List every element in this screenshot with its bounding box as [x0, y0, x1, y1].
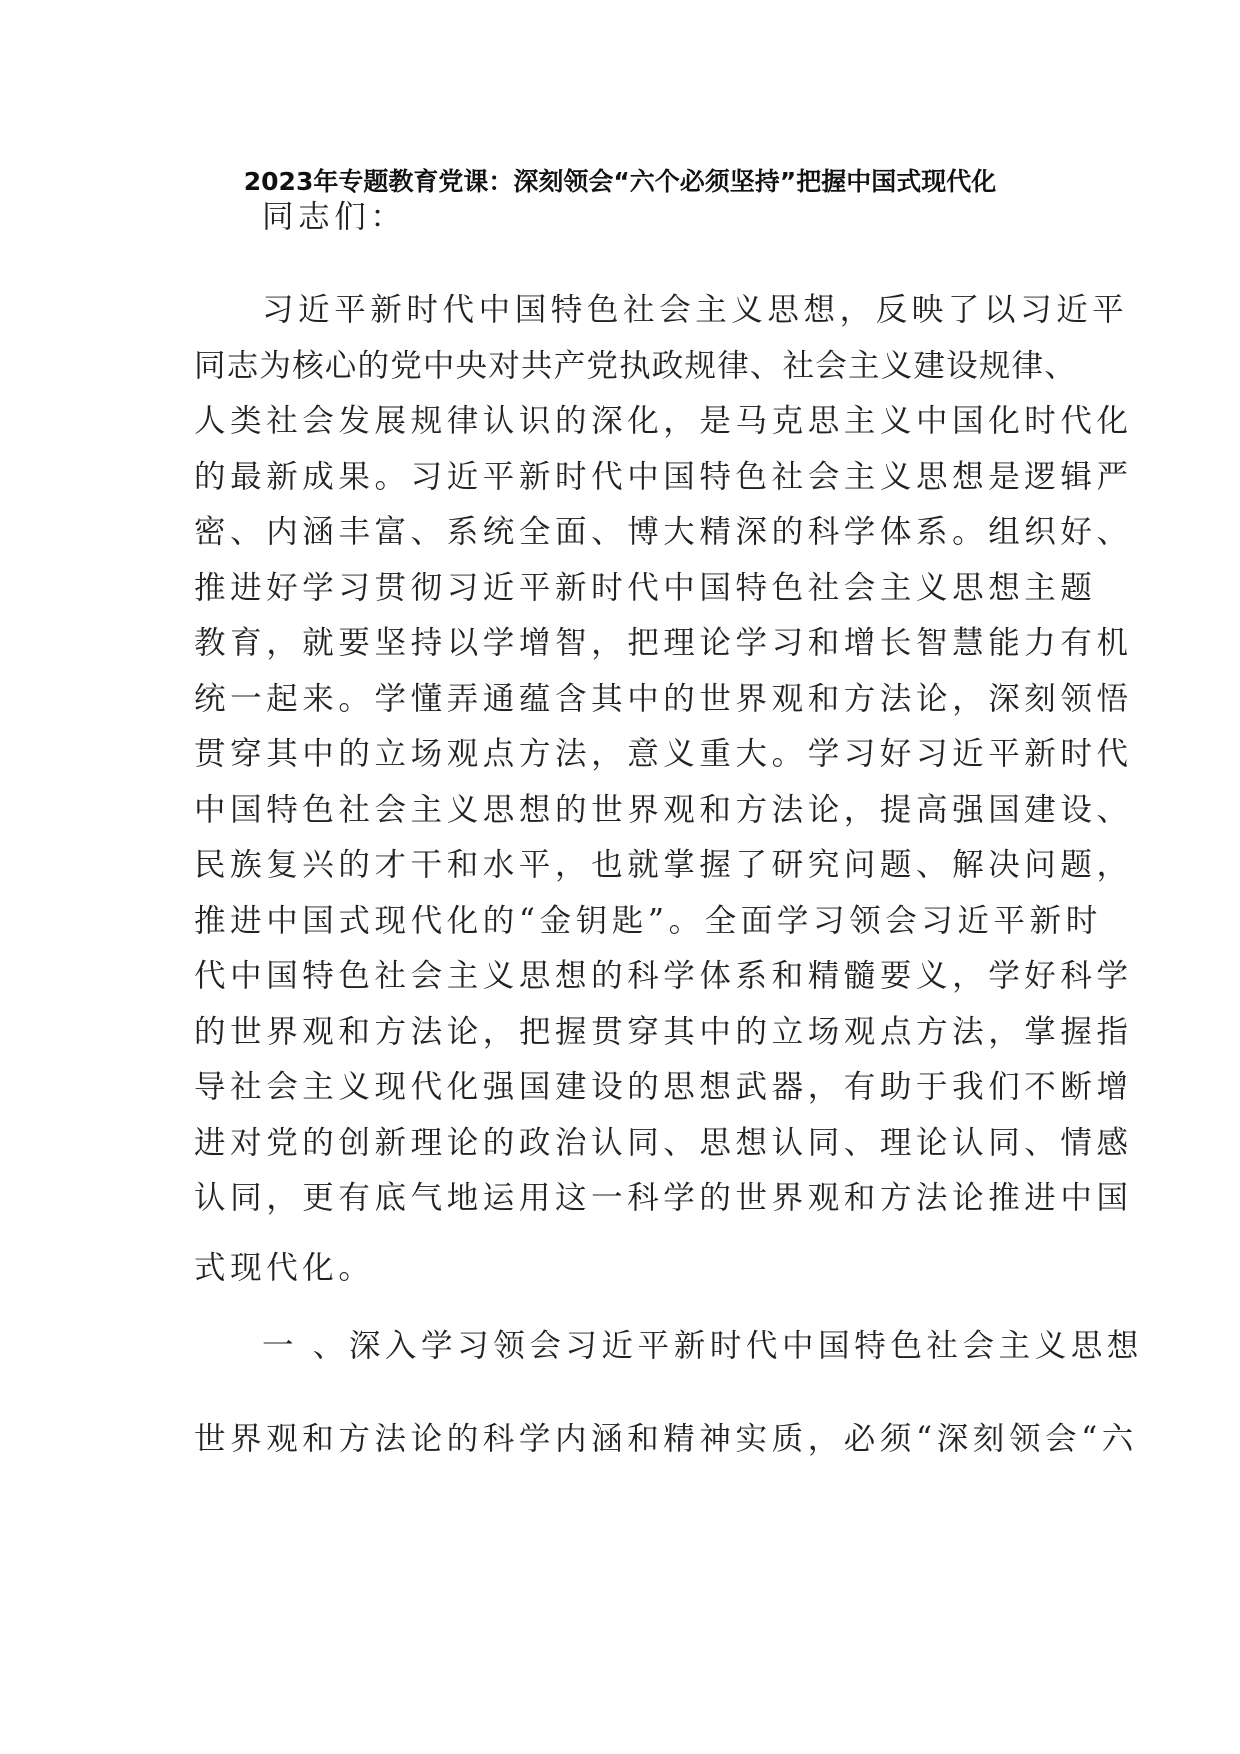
- paragraph-line: 同志为核心的党中央对共产党执政规律、社会主义建设规律、: [194, 347, 1077, 384]
- paragraph-line: 密、内涵丰富、系统全面、博大精深的科学体系。组织好、: [194, 514, 1133, 550]
- paragraph-1-tail: 式现代化。: [194, 1250, 375, 1286]
- paragraph-line: 民族复兴的才干和水平，也就掌握了研究问题、解决问题，: [194, 847, 1133, 883]
- paragraph-line: 推进中国式现代化的“金钥匙”。全面学习领会习近平新时: [194, 902, 1102, 939]
- paragraph-line: 导社会主义现代化强国建设的思想武器，有助于我们不断增: [194, 1069, 1133, 1105]
- paragraph-line: 的世界观和方法论，把握贯穿其中的立场观点方法，掌握指: [194, 1013, 1133, 1050]
- paragraph-line: 教育，就要坚持以学增智，把理论学习和增长智慧能力有机: [194, 625, 1133, 661]
- paragraph-line: 进对党的创新理论的政治认同、思想认同、理论认同、情感: [194, 1124, 1133, 1161]
- paragraph-line: 贯穿其中的立场观点方法，意义重大。学习好习近平新时代: [194, 736, 1133, 772]
- paragraph-line: 中国特色社会主义思想的世界观和方法论，提高强国建设、: [194, 791, 1133, 828]
- paragraph-line: 认同，更有底气地运用这一科学的世界观和方法论推进中国: [194, 1180, 1133, 1216]
- paragraph-line: 代中国特色社会主义思想的科学体系和精髓要义，学好科学: [194, 958, 1133, 994]
- paragraph-1: [194, 283, 1133, 1227]
- paragraph-line: 的最新成果。习近平新时代中国特色社会主义思想是逻辑严: [194, 458, 1133, 495]
- section-1-continuation: 世界观和方法论的科学内涵和精神实质，必须“深刻领会“六: [194, 1421, 1138, 1457]
- paragraph-line: 推进好学习贯彻习近平新时代中国特色社会主义思想主题: [194, 569, 1097, 606]
- document-title: 2023年专题教育党课：深刻领会“六个必须坚持”把握中国式现代化: [243, 167, 997, 196]
- paragraph-line: 人类社会发展规律认识的深化，是马克思主义中国化时代化: [194, 403, 1133, 439]
- paragraph-line: 习近平新时代中国特色社会主义思想，反映了以习近平: [262, 292, 1129, 328]
- section-1-heading: 一 、深入学习领会习近平新时代中国特色社会主义思想: [262, 1328, 1144, 1364]
- paragraph-line: 统一起来。学懂弄通蕴含其中的世界观和方法论，深刻领悟: [194, 680, 1133, 717]
- greeting: 同志们：: [262, 199, 407, 235]
